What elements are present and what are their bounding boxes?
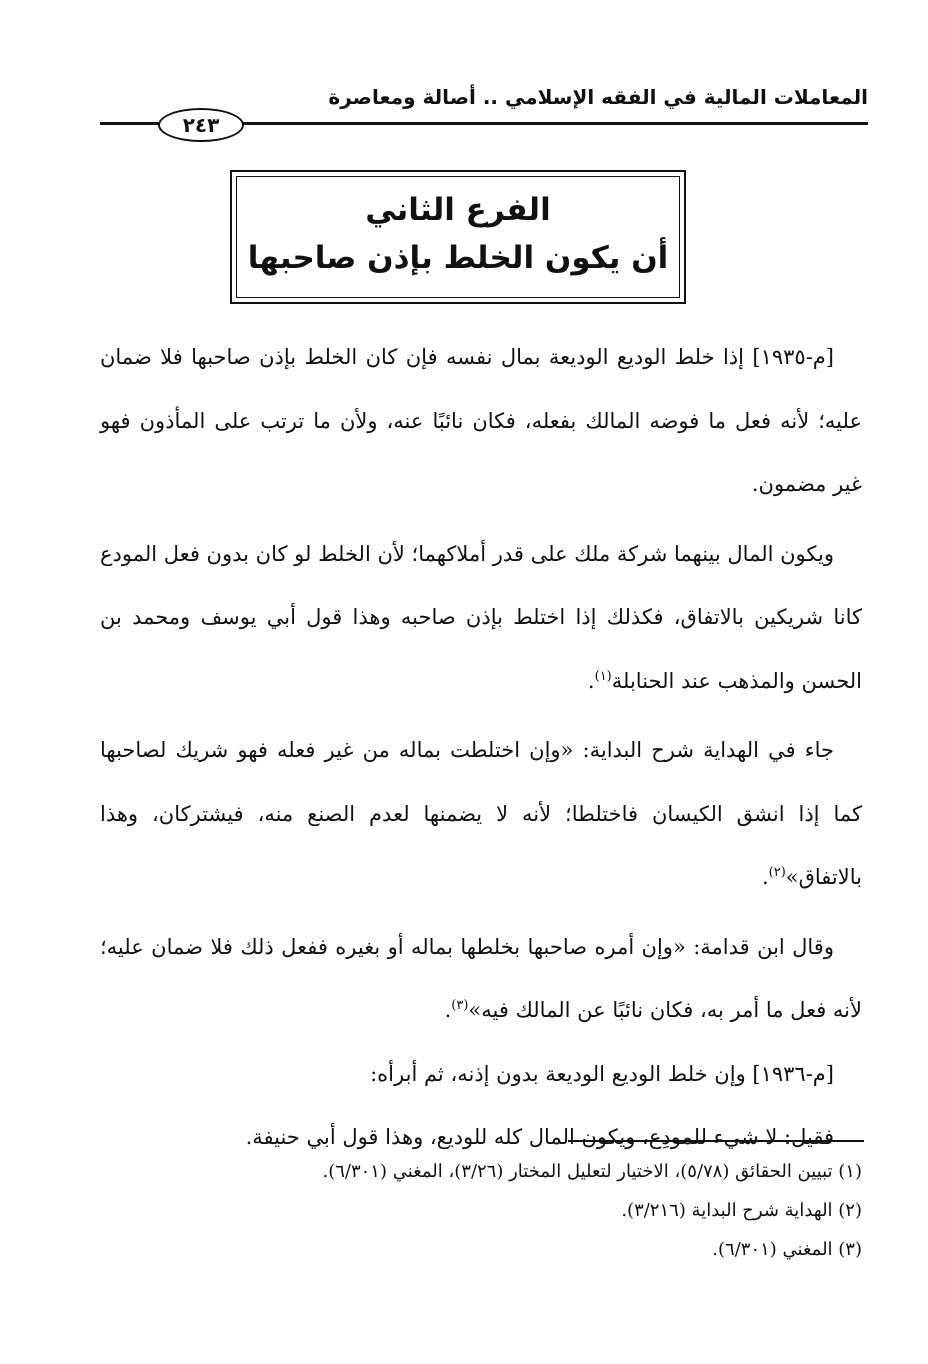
section-title-box (230, 170, 686, 304)
paragraph (100, 1043, 862, 1107)
paragraph-end: . (587, 668, 595, 693)
paragraph-text: [م-١٩٣٦] وإن خلط الوديع الوديعة بدون إذنه، ثم أبرأه: (370, 1061, 834, 1086)
paragraph-end: . (444, 998, 452, 1022)
paragraph-text: فقيل: لا شيء للمودِع، ويكون المال كله للوديع، وهذا قول أبي حنيفة. (245, 1125, 834, 1149)
section-heading: الفرع الثاني (365, 192, 551, 228)
paragraph (100, 719, 862, 910)
paragraph (100, 523, 862, 714)
footnote: (١) تبيين الحقائق (٥/٧٨)، الاختيار لتعليل المختار (٣/٢٦)، المغني (٦/٣٠١). (322, 1161, 862, 1182)
section-subheading: أن يكون الخلط بإذن صاحبها (247, 240, 669, 276)
footnote-marker: (٢) (768, 865, 786, 880)
running-header: المعاملات المالية في الفقه الإسلامي .. أصالة ومعاصرة (328, 85, 868, 109)
footnote-rule (568, 1140, 864, 1142)
paragraph-text: [م-١٩٣٥] إذا خلط الوديع الوديعة بمال نفسه فإن كان الخلط بإذن صاحبها فلا ضمان عليه؛ لأنه فعل ما فوضه المالك بفعله، فكان نائبًا عنه، ولأن ما ترتب على المأذون فهو غير مضمون. (100, 345, 862, 496)
footnotes (100, 1152, 862, 1269)
footnote: (٢) الهداية شرح البداية (٣/٢١٦). (621, 1200, 862, 1221)
paragraph-end: . (761, 865, 769, 889)
paragraph (100, 916, 862, 1043)
page-number: ٢٤٣ (158, 108, 244, 142)
footnote-marker: (١) (594, 668, 612, 684)
paragraph-text: ويكون المال بينهما شركة ملك على قدر أملاكهما؛ لأن الخلط لو كان بدون فعل المودع كانا شريكين بالاتفاق، فكذلك إذا اختلط بإذن صاحبه وهذا قول أبي يوسف ومحمد بن الحسن والمذهب عند الحنابلة (100, 541, 862, 693)
paragraph-text: جاء في الهداية شرح البداية: «وإن اختلطت بماله من غير فعله فهو شريك لصاحبها كما إذا انشق الكيسان فاختلطا؛ لأنه لا يضمنها لعدم الصنع منه، فيشتركان، وهذا بالاتفاق» (100, 738, 862, 889)
footnote: (٣) المغني (٦/٣٠١). (712, 1239, 862, 1260)
body-text (100, 326, 862, 1170)
paragraph (100, 326, 862, 517)
paragraph-text: وقال ابن قدامة: «وإن أمره صاحبها بخلطها بماله أو بغيره ففعل ذلك فلا ضمان عليه؛ لأنه فعل ما أمر به، فكان نائبًا عن المالك فيه» (100, 934, 862, 1022)
footnote-marker: (٣) (451, 998, 469, 1013)
